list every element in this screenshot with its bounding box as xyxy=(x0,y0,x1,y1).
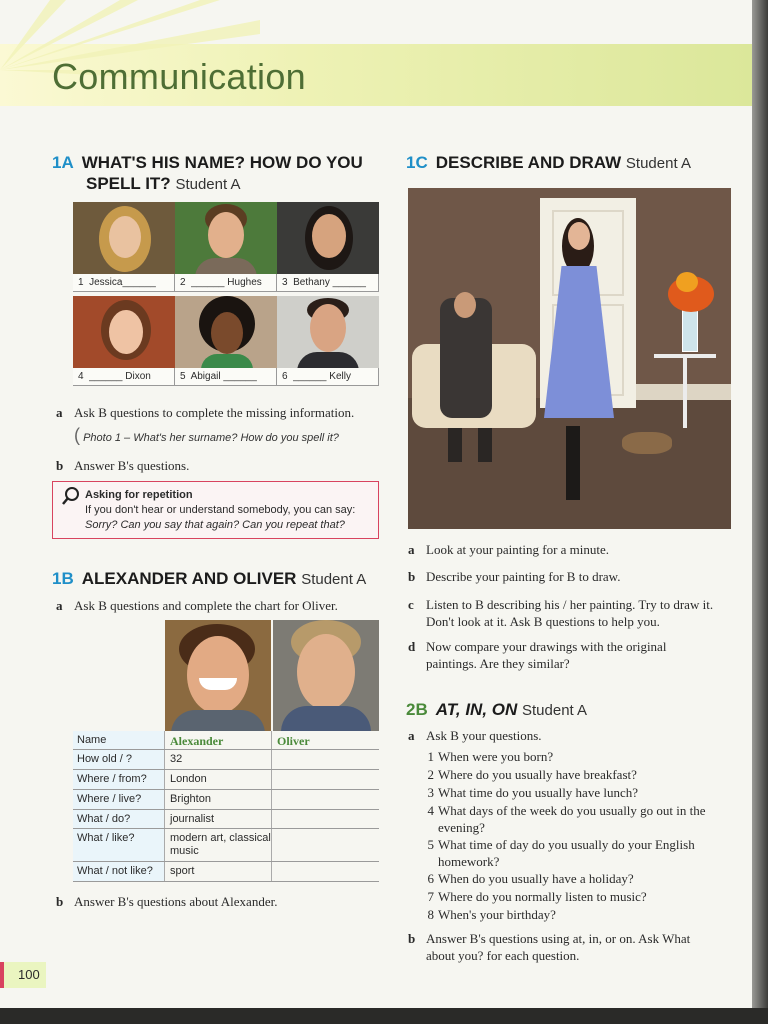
question-list: 1 When were you born? 2 Where do you usually have breakfast? 3 What time do you usually have lunch? 4 What days of the week do you usually go out in the evening? 5 What time of day do you usually do your English homework? 6 When do you usually have a holiday? 7 Where do you normally listen to music? 8 When's your birthday? xyxy=(427,749,706,922)
instruction-1b-b: b Answer B's questions about Alexander. xyxy=(56,894,278,909)
table-row: What / like? modern art, classical music xyxy=(73,829,379,862)
box-line: If you don't hear or understand somebody, you can say: xyxy=(85,504,356,516)
instruction-1a-b: b Answer B's questions. xyxy=(56,458,190,473)
photo-4-image xyxy=(73,296,175,368)
answer-cell xyxy=(272,790,379,809)
section-number: 1C xyxy=(406,153,428,172)
instruction-1c-b: b Describe your painting for B to draw. xyxy=(408,569,621,584)
answer-cell xyxy=(272,770,379,789)
answer-cell xyxy=(272,829,379,861)
table-row: Where / from? London xyxy=(73,770,379,790)
table-header-cell: Alexander xyxy=(164,731,272,749)
section-2b-heading xyxy=(406,699,736,721)
instruction-2b-a: a Ask B your questions. xyxy=(408,728,542,743)
photo-cell-2 xyxy=(175,202,277,292)
section-1b-heading xyxy=(52,568,392,590)
photo-5-image xyxy=(175,296,277,368)
painting-illustration xyxy=(408,188,731,529)
photo-caption-6: 6 ______ Kelly xyxy=(277,368,379,386)
student-label: Student A xyxy=(175,176,241,193)
photo-caption-4: 4 ______ Dixon xyxy=(73,368,175,386)
page-title: Communication xyxy=(52,56,307,97)
photo-cell-3 xyxy=(277,202,379,292)
instruction-1c-a: a Look at your painting for a minute. xyxy=(408,542,610,557)
table-row: Where / live? Brighton xyxy=(73,790,379,810)
photo-cell-5 xyxy=(175,296,277,386)
section-number: 1A xyxy=(52,153,74,172)
heading-text: WHAT'S HIS NAME? HOW DO YOU xyxy=(81,153,363,172)
table-row: How old / ? 32 xyxy=(73,750,379,770)
photo-cell-1 xyxy=(73,202,175,292)
box-phrases: Sorry? Can you say that again? Can you repeat that? xyxy=(85,519,345,531)
student-label: Student A xyxy=(301,571,367,588)
photo-caption-3: 3 Bethany ______ xyxy=(277,274,379,292)
magnifier-icon xyxy=(61,486,81,506)
answer-cell xyxy=(272,750,379,769)
table-header-row xyxy=(73,731,379,750)
photo-alexander xyxy=(165,620,271,731)
photo-3-image xyxy=(277,202,379,274)
heading-text: ALEXANDER AND OLIVER xyxy=(81,569,297,588)
page-edge-shadow xyxy=(0,1008,768,1024)
answer-cell xyxy=(272,862,379,881)
photo-caption-5: 5 Abigail ______ xyxy=(175,368,277,386)
photo-cell-6 xyxy=(277,296,379,386)
section-1c-heading xyxy=(406,152,736,174)
table-header-cell: Oliver xyxy=(277,734,310,748)
box-title: Asking for repetition xyxy=(85,489,193,501)
heading-text: SPELL IT? xyxy=(86,174,171,193)
example-speech: ( Photo 1 – What's her surname? How do you spell it? xyxy=(74,425,339,445)
section-number: 2B xyxy=(406,700,428,719)
section-number: 1B xyxy=(52,569,74,588)
page-number: 100 xyxy=(0,962,46,988)
photo-cell-4 xyxy=(73,296,175,386)
answer-cell xyxy=(272,810,379,828)
instruction-1a-a: a Ask B questions to complete the missing information. xyxy=(56,405,355,420)
student-label: Student A xyxy=(625,155,691,172)
section-1a-heading xyxy=(52,152,392,195)
photo-2-image xyxy=(175,202,277,274)
photo-oliver xyxy=(273,620,379,731)
table-row: What / do? journalist xyxy=(73,810,379,829)
photo-caption-2: 2 ______ Hughes xyxy=(175,274,277,292)
instruction-1c-c: c Listen to B describing his / her painting. Try to draw it. Don't look at it. Ask B questions to help you. xyxy=(408,597,714,629)
photo-6-image xyxy=(277,296,379,368)
table-row: What / not like? sport xyxy=(73,862,379,882)
student-label: Student A xyxy=(522,702,588,719)
heading-text: AT, IN, ON xyxy=(435,700,518,719)
asking-for-repetition-box xyxy=(52,481,379,539)
photo-1-image xyxy=(73,202,175,274)
book-spine xyxy=(752,0,768,1024)
photo-caption-1: 1 Jessica______ xyxy=(73,274,175,292)
table-header-cell: Name xyxy=(73,731,164,749)
instruction-1c-d: d Now compare your drawings with the original paintings. Are they similar? xyxy=(408,639,667,671)
heading-text: DESCRIBE AND DRAW xyxy=(435,153,622,172)
instruction-1b-a: a Ask B questions and complete the chart for Oliver. xyxy=(56,598,338,613)
instruction-2b-b: b Answer B's questions using at, in, or on. Ask What about you? for each question. xyxy=(408,931,691,963)
